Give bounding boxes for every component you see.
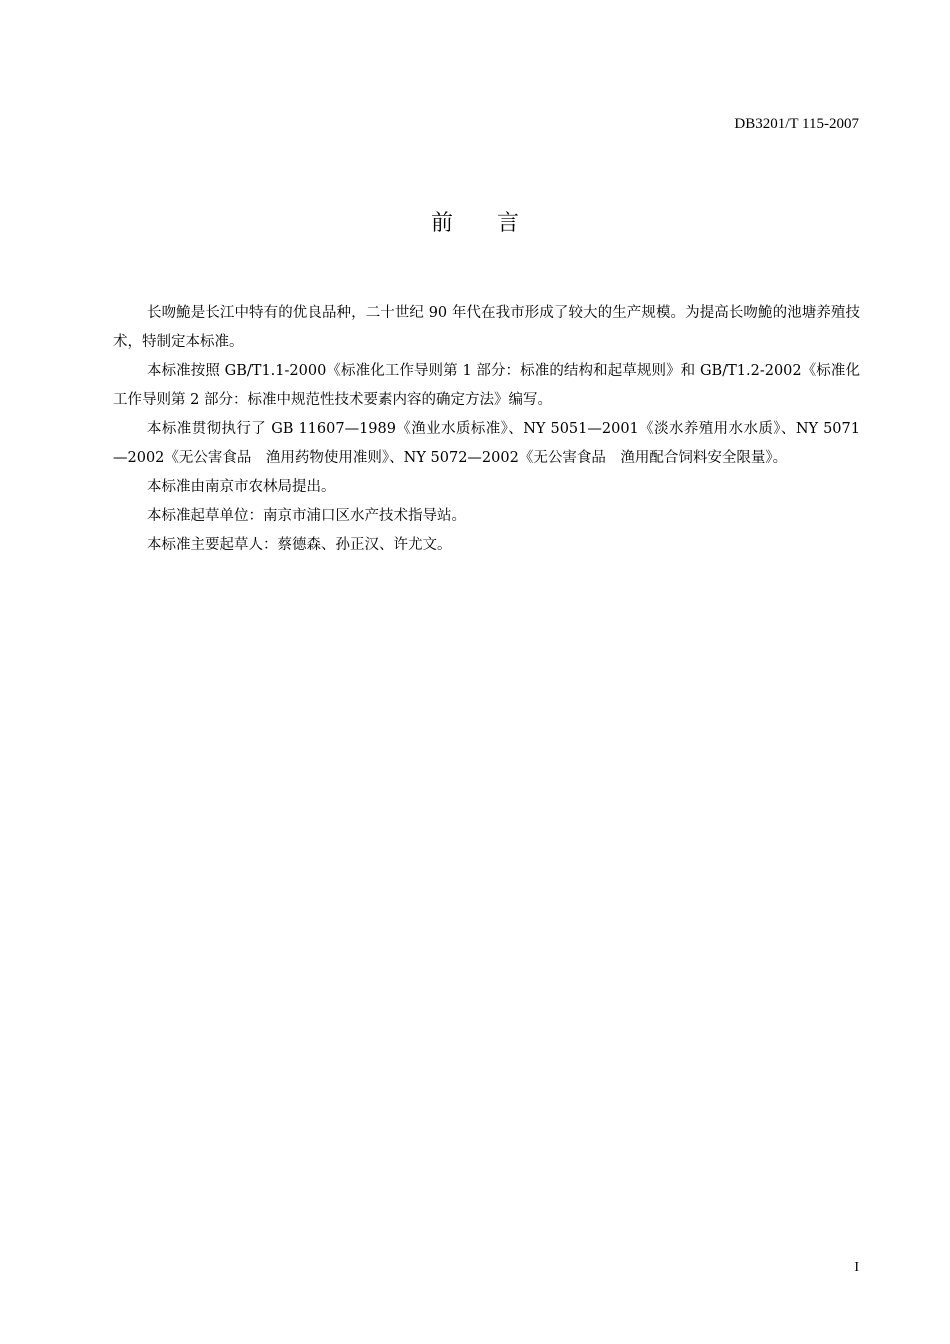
foreword-heading-char-1: 前 xyxy=(430,211,453,236)
paragraph-intro: 长吻鮠是长江中特有的优良品种，二十世纪 90 年代在我市形成了较大的生产规模。为提高长吻鮠的池塘养殖技术，特制定本标准。 xyxy=(113,305,860,350)
paragraph-drafters: 本标准主要起草人：蔡德森、孙正汉、许尤文。 xyxy=(147,537,452,553)
foreword-body xyxy=(113,299,860,560)
paragraph-referenced-standards: 本标准贯彻执行了 GB 11607—1989《渔业水质标准》、NY 5051—2001《淡水养殖用水水质》、NY 5071—2002《无公害食品 渔用药物使用准则》、NY 5072—2002《无公害食品 渔用配合饲料安全限量》。 xyxy=(113,421,860,466)
page-number: I xyxy=(854,1260,859,1275)
paragraph-drafting-unit: 本标准起草单位：南京市浦口区水产技术指导站。 xyxy=(147,508,466,524)
paragraph-drafting-rules: 本标准按照 GB/T1.1-2000《标准化工作导则第 1 部分：标准的结构和起草规则》和 GB/T1.2-2002《标准化工作导则第 2 部分：标准中规范性技术要素内容的确定方法》编写。 xyxy=(113,363,860,408)
paragraph-proposer: 本标准由南京市农林局提出。 xyxy=(147,479,336,495)
foreword-heading-char-2: 言 xyxy=(497,211,520,236)
document-code: DB3201/T 115-2007 xyxy=(734,116,859,132)
foreword-heading xyxy=(0,208,950,240)
